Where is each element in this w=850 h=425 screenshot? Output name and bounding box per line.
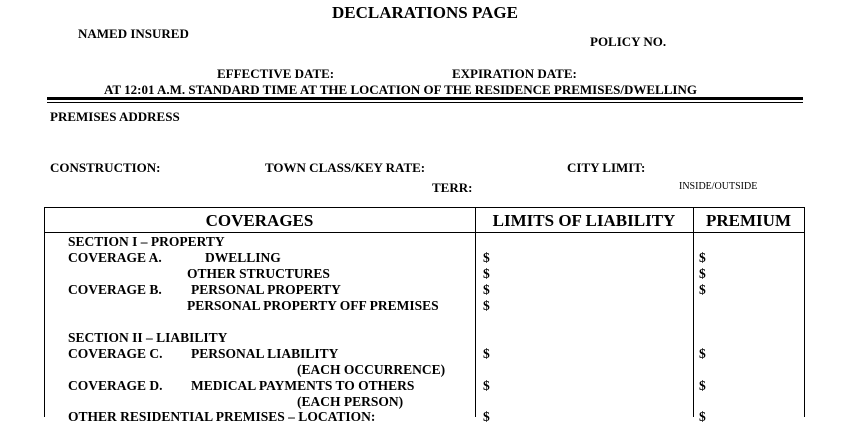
table-col-divider-1 bbox=[475, 207, 476, 417]
coverage-d-desc: MEDICAL PAYMENTS TO OTHERS bbox=[191, 378, 415, 393]
coverage-b-label: COVERAGE B. bbox=[68, 282, 162, 297]
section-1-heading: SECTION I – PROPERTY bbox=[68, 234, 225, 249]
each-occurrence-note: (EACH OCCURRENCE) bbox=[297, 362, 446, 377]
header-divider-thick bbox=[47, 97, 803, 100]
effective-date-label: EFFECTIVE DATE: bbox=[217, 66, 335, 81]
other-premises-premium: $ bbox=[699, 409, 706, 424]
coverage-c-limit: $ bbox=[483, 346, 490, 361]
coverage-b-limit: $ bbox=[483, 282, 490, 297]
property-off-premises-desc: PERSONAL PROPERTY OFF PREMISES bbox=[187, 298, 439, 313]
construction-label: CONSTRUCTION: bbox=[50, 160, 161, 175]
other-structures-limit: $ bbox=[483, 266, 490, 281]
city-limit-label: CITY LIMIT: bbox=[567, 160, 646, 175]
other-structures-desc: OTHER STRUCTURES bbox=[187, 266, 330, 281]
limits-header: LIMITS OF LIABILITY bbox=[492, 211, 676, 230]
other-structures-premium: $ bbox=[699, 266, 706, 281]
other-premises-limit: $ bbox=[483, 409, 490, 424]
coverage-a-limit: $ bbox=[483, 250, 490, 265]
coverage-c-label: COVERAGE C. bbox=[68, 346, 163, 361]
coverage-a-desc: DWELLING bbox=[205, 250, 281, 265]
terr-label: TERR: bbox=[432, 180, 473, 195]
inside-outside-label: INSIDE/OUTSIDE bbox=[679, 181, 758, 192]
named-insured-label: NAMED INSURED bbox=[78, 26, 189, 41]
page-title: DECLARATIONS PAGE bbox=[332, 3, 518, 22]
table-col-divider-2 bbox=[693, 207, 694, 417]
each-person-note: (EACH PERSON) bbox=[297, 394, 404, 409]
town-class-label: TOWN CLASS/KEY RATE: bbox=[265, 160, 426, 175]
coverage-b-premium: $ bbox=[699, 282, 706, 297]
table-top-border bbox=[44, 207, 805, 208]
other-premises-label: OTHER RESIDENTIAL PREMISES – LOCATION: bbox=[68, 409, 376, 424]
coverage-d-label: COVERAGE D. bbox=[68, 378, 163, 393]
section-2-heading: SECTION II – LIABILITY bbox=[68, 330, 228, 345]
coverages-header: COVERAGES bbox=[205, 211, 314, 230]
coverage-d-premium: $ bbox=[699, 378, 706, 393]
coverage-c-desc: PERSONAL LIABILITY bbox=[191, 346, 339, 361]
policy-no-label: POLICY NO. bbox=[590, 34, 667, 49]
table-right-border bbox=[804, 207, 805, 417]
coverage-d-limit: $ bbox=[483, 378, 490, 393]
header-divider-thin bbox=[47, 102, 803, 103]
property-off-premises-limit: $ bbox=[483, 298, 490, 313]
table-header-divider bbox=[44, 232, 805, 233]
premium-header: PREMIUM bbox=[706, 211, 791, 230]
coverage-b-desc: PERSONAL PROPERTY bbox=[191, 282, 341, 297]
coverage-a-premium: $ bbox=[699, 250, 706, 265]
time-statement: AT 12:01 A.M. STANDARD TIME AT THE LOCATION OF THE RESIDENCE PREMISES/DWELLING bbox=[104, 82, 697, 97]
premises-address-label: PREMISES ADDRESS bbox=[50, 109, 180, 124]
coverage-a-label: COVERAGE A. bbox=[68, 250, 162, 265]
table-left-border bbox=[44, 207, 45, 417]
expiration-date-label: EXPIRATION DATE: bbox=[452, 66, 577, 81]
coverage-c-premium: $ bbox=[699, 346, 706, 361]
